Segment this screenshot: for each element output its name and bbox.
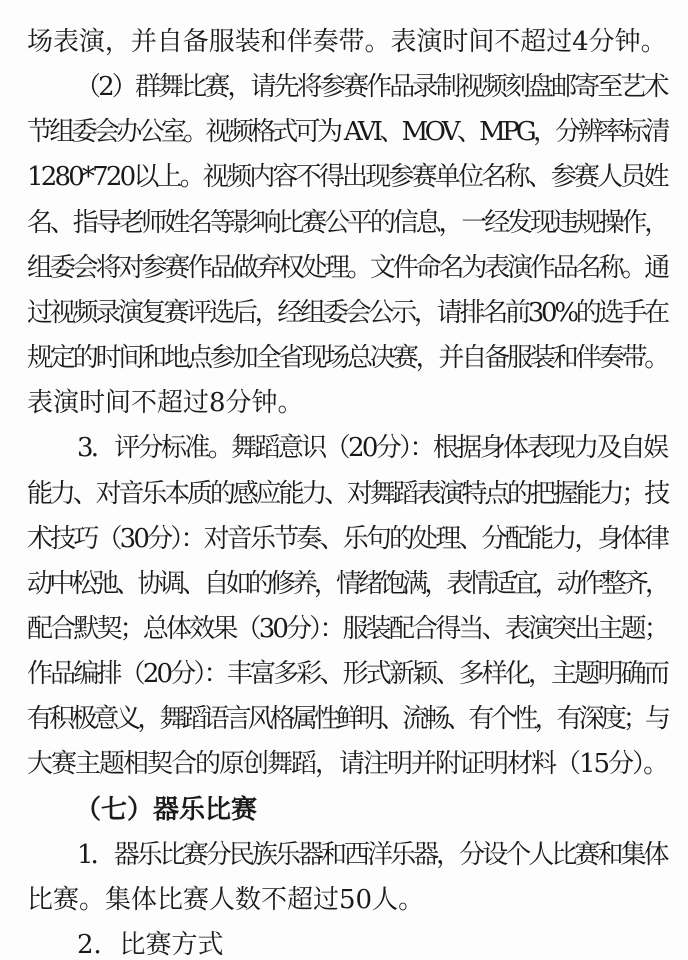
section-heading: （七）器乐比赛 <box>75 795 258 825</box>
text-line: 表演时间不超过8分钟。 <box>27 388 304 418</box>
text-line: 术技巧（30分）：对音乐节奏、乐句的处理、分配能力，身体律 <box>27 524 668 554</box>
text-line: 场表演，并自备服装和伴奏带。表演时间不超过4分钟。 <box>27 27 667 57</box>
text-line: 比赛。集体比赛人数不超过50人。 <box>27 885 425 915</box>
text-line: 过视频录演复赛评选后，经组委会公示，请排名前30%的选手在 <box>27 298 667 328</box>
text-line: 动中松弛、协调、自如的修养，情绪饱满，表情适宜，动作整齐， <box>27 569 668 599</box>
text-line: 作品编排（20分）：丰富多彩、形式新颖、多样化，主题明确而 <box>27 659 668 689</box>
text-line: 有积极意义，舞蹈语言风格属性鲜明、流畅、有个性，有深度；与 <box>27 704 668 734</box>
text-line: （2）群舞比赛，请先将参赛作品录制视频刻盘邮寄至艺术 <box>75 72 667 102</box>
text-line: 名、指导老师姓名等影响比赛公平的信息，一经发现违规操作， <box>27 208 668 238</box>
text-line: 组委会将对参赛作品做弃权处理。文件命名为表演作品名称。通 <box>27 253 668 283</box>
text-line: 1．器乐比赛分民族乐器和西洋乐器，分设个人比赛和集体 <box>77 840 667 870</box>
text-line: 配合默契；总体效果（30分）：服装配合得当、表演突出主题； <box>27 614 668 644</box>
text-line: 能力、对音乐本质的感应能力、对舞蹈表演特点的把握能力；技 <box>27 479 668 509</box>
text-line: 1280*720以上。视频内容不得出现参赛单位名称、参赛人员姓 <box>27 162 667 192</box>
text-line: 节组委会办公室。视频格式可为 AVI、MOV、MPG，分辨率标清 <box>27 117 667 147</box>
text-line: 2．比赛方式 <box>77 930 224 960</box>
text-line: 3．评分标准。舞蹈意识（20分）：根据身体表现力及自娱 <box>77 433 667 463</box>
text-line: 大赛主题相契合的原创舞蹈，请注明并附证明材料（15分）。 <box>27 749 668 779</box>
text-line: 规定的时间和地点参加全省现场总决赛，并自备服装和伴奏带。 <box>27 343 668 373</box>
